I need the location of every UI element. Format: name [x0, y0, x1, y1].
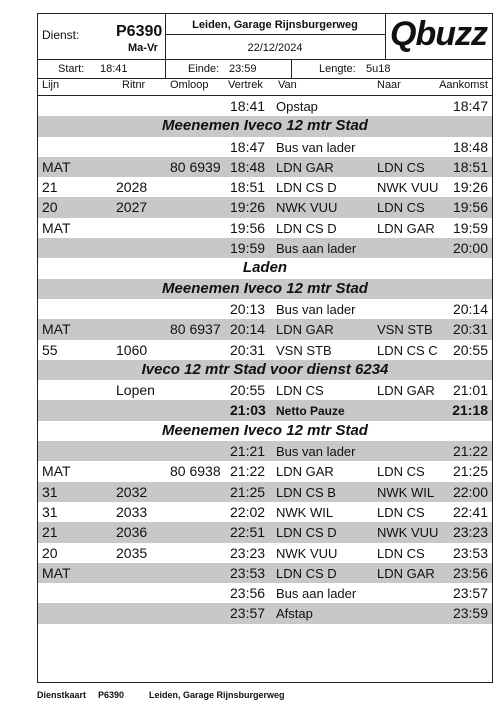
- cell-van: LDN CS D: [276, 525, 337, 541]
- cell-aankomst: 22:00: [452, 483, 488, 500]
- cell-naar: LDN CS: [377, 200, 425, 216]
- divider: [165, 59, 166, 78]
- cell-lijn: MAT: [42, 564, 71, 581]
- table-row: [38, 461, 492, 481]
- col-ritnr: Ritnr: [122, 79, 146, 91]
- date: 22/12/2024: [247, 42, 303, 54]
- divider: [165, 34, 385, 35]
- section-title: Laden: [242, 259, 288, 277]
- cell-omloop: 80 6938: [170, 463, 221, 480]
- cell-vertrek: 20:55: [230, 382, 266, 399]
- table-row: [38, 502, 492, 522]
- dienst-label: Dienst:: [42, 28, 80, 42]
- footer-dienst: P6390: [98, 690, 125, 700]
- cell-vertrek: 18:48: [230, 158, 266, 175]
- col-lijn: Lijn: [42, 79, 60, 91]
- cell-vertrek: 21:03: [230, 402, 266, 419]
- cell-aankomst: 19:56: [452, 199, 488, 216]
- cell-aankomst: 23:56: [452, 564, 488, 581]
- col-naar: Naar: [377, 79, 401, 91]
- table-row: [38, 238, 492, 258]
- cell-van: NWK WIL: [276, 504, 334, 520]
- cell-van: LDN CS B: [276, 484, 336, 500]
- cell-naar: LDN CS: [377, 504, 425, 520]
- cell-naar: LDN CS: [377, 464, 425, 480]
- cell-vertrek: 21:21: [230, 443, 266, 460]
- cell-vertrek: 21:22: [230, 463, 266, 480]
- divider: [291, 59, 292, 78]
- cell-vertrek: 19:59: [230, 240, 266, 257]
- cell-van: NWK VUU: [276, 200, 338, 216]
- cell-lijn: 21: [42, 179, 58, 196]
- cell-lijn: 20: [42, 544, 58, 561]
- cell-aankomst: 21:18: [452, 402, 488, 419]
- cell-vertrek: 19:26: [230, 199, 266, 216]
- lengte-label: Lengte:: [319, 63, 356, 75]
- cell-aankomst: 21:01: [452, 382, 488, 399]
- cell-van: NWK VUU: [276, 545, 338, 561]
- footer-label: Dienstkaart: [37, 690, 87, 700]
- cell-aankomst: 18:51: [452, 158, 488, 175]
- header-times: [38, 59, 492, 79]
- cell-van: Bus aan lader: [276, 586, 357, 602]
- cell-ritnr: 1060: [116, 341, 148, 358]
- cell-aankomst: 19:59: [452, 219, 488, 236]
- cell-aankomst: 20:55: [452, 341, 488, 358]
- cell-van: LDN GAR: [276, 159, 334, 175]
- cell-lijn: MAT: [42, 321, 71, 338]
- table-row: [38, 543, 492, 563]
- table-row: [38, 319, 492, 339]
- table-row: [38, 96, 492, 116]
- cell-van: Opstap: [276, 99, 318, 114]
- cell-vertrek: 23:23: [230, 544, 266, 561]
- cell-vertrek: 22:02: [230, 503, 266, 520]
- cell-van: LDN CS D: [276, 565, 337, 581]
- cell-vertrek: 18:47: [230, 138, 266, 155]
- section-title: Iveco 12 mtr Stad voor dienst 6234: [141, 360, 389, 378]
- cell-van: LDN CS D: [276, 220, 337, 236]
- trip-table: [38, 96, 492, 624]
- col-omloop: Omloop: [170, 79, 209, 91]
- cell-vertrek: 20:13: [230, 300, 266, 317]
- cell-van: LDN GAR: [276, 322, 334, 338]
- cell-van: Bus van lader: [276, 301, 356, 317]
- cell-aankomst: 18:47: [452, 98, 488, 114]
- cell-lijn: 31: [42, 503, 58, 520]
- duty-card: [37, 13, 493, 683]
- section-heading-row: [38, 116, 492, 136]
- cell-omloop: 80 6937: [170, 321, 221, 338]
- col-aankomst: Aankomst: [439, 79, 488, 91]
- cell-naar: VSN STB: [377, 322, 433, 338]
- garage-name: Leiden, Garage Rijnsburgerweg: [192, 19, 358, 31]
- cell-vertrek: 21:25: [230, 483, 266, 500]
- cell-naar: LDN GAR: [377, 220, 435, 236]
- cell-ritnr: 2036: [116, 524, 148, 541]
- cell-ritnr: 2027: [116, 199, 148, 216]
- qbuzz-logo: Qbuzz: [390, 15, 487, 53]
- start-label: Start:: [58, 63, 85, 75]
- pause-row: [38, 400, 492, 420]
- cell-aankomst: 20:00: [452, 240, 488, 257]
- table-row: [38, 177, 492, 197]
- einde-time: 23:59: [229, 63, 257, 75]
- cell-naar: LDN CS: [377, 545, 425, 561]
- cell-lijn: MAT: [42, 463, 71, 480]
- cell-vertrek: 18:51: [230, 179, 266, 196]
- table-row: [38, 583, 492, 603]
- cell-aankomst: 19:26: [452, 179, 488, 196]
- cell-ritnr: 2035: [116, 544, 148, 561]
- cell-lijn: 21: [42, 524, 58, 541]
- cell-naar: NWK WIL: [377, 484, 435, 500]
- dienst-number: P6390: [116, 23, 163, 40]
- cell-aankomst: 23:53: [452, 544, 488, 561]
- cell-vertrek: 23:56: [230, 585, 266, 602]
- table-row: [38, 482, 492, 502]
- section-heading-row: [38, 421, 492, 441]
- start-time: 18:41: [100, 63, 128, 75]
- section-title: Meenemen Iveco 12 mtr Stad: [162, 421, 368, 439]
- cell-van: Netto Pauze: [276, 404, 345, 419]
- cell-aankomst: 23:57: [452, 585, 488, 602]
- table-row: [38, 299, 492, 319]
- lengte-value: 5u18: [366, 63, 391, 75]
- cell-vertrek: 23:53: [230, 564, 266, 581]
- table-row: [38, 563, 492, 583]
- cell-naar: LDN GAR: [377, 383, 435, 399]
- cell-naar: LDN CS: [377, 159, 425, 175]
- cell-vertrek: 20:14: [230, 321, 266, 338]
- cell-ritnr: Lopen: [116, 382, 155, 399]
- cell-naar: LDN GAR: [377, 565, 435, 581]
- section-heading-row: [38, 360, 492, 380]
- cell-aankomst: 20:14: [452, 300, 488, 317]
- cell-van: LDN GAR: [276, 464, 334, 480]
- cell-van: LDN CS: [276, 383, 324, 399]
- cell-ritnr: 2028: [116, 179, 148, 196]
- cell-aankomst: 21:25: [452, 463, 488, 480]
- header-top: [38, 14, 492, 60]
- table-row: [38, 157, 492, 177]
- cell-van: Bus van lader: [276, 444, 356, 460]
- cell-omloop: 80 6939: [170, 158, 221, 175]
- table-row: [38, 522, 492, 542]
- cell-ritnr: 2033: [116, 503, 148, 520]
- cell-lijn: 31: [42, 483, 58, 500]
- section-title: Meenemen Iveco 12 mtr Stad: [162, 117, 368, 135]
- footer-garage: Leiden, Garage Rijnsburgerweg: [149, 690, 285, 700]
- service-days: Ma-Vr: [128, 42, 158, 54]
- column-headers: [38, 78, 492, 96]
- table-row: [38, 197, 492, 217]
- cell-vertrek: 23:57: [230, 605, 266, 622]
- cell-vertrek: 22:51: [230, 524, 266, 541]
- cell-lijn: MAT: [42, 158, 71, 175]
- section-title: Meenemen Iveco 12 mtr Stad: [162, 279, 368, 297]
- cell-aankomst: 22:41: [452, 503, 488, 520]
- table-row: [38, 137, 492, 157]
- cell-van: Afstap: [276, 606, 313, 622]
- cell-aankomst: 21:22: [452, 443, 488, 460]
- cell-lijn: MAT: [42, 219, 71, 236]
- cell-naar: NWK VUU: [377, 525, 439, 541]
- cell-van: Bus van lader: [276, 139, 356, 155]
- cell-van: LDN CS D: [276, 180, 337, 196]
- cell-aankomst: 20:31: [452, 321, 488, 338]
- cell-lijn: 55: [42, 341, 58, 358]
- cell-aankomst: 18:48: [452, 138, 488, 155]
- table-row: [38, 603, 492, 623]
- section-heading-row: [38, 258, 492, 278]
- table-row: [38, 441, 492, 461]
- cell-vertrek: 20:31: [230, 341, 266, 358]
- col-vertrek: Vertrek: [228, 79, 263, 91]
- divider: [385, 14, 386, 59]
- cell-aankomst: 23:23: [452, 524, 488, 541]
- cell-ritnr: 2032: [116, 483, 148, 500]
- cell-vertrek: 19:56: [230, 219, 266, 236]
- table-row: [38, 380, 492, 400]
- col-van: Van: [278, 79, 297, 91]
- cell-van: VSN STB: [276, 342, 332, 358]
- table-row: [38, 340, 492, 360]
- section-heading-row: [38, 279, 492, 299]
- cell-aankomst: 23:59: [452, 605, 488, 622]
- table-row: [38, 218, 492, 238]
- cell-van: Bus aan lader: [276, 241, 357, 257]
- einde-label: Einde:: [188, 63, 220, 75]
- cell-naar: NWK VUU: [377, 180, 439, 196]
- cell-naar: LDN CS C: [377, 342, 438, 358]
- cell-lijn: 20: [42, 199, 58, 216]
- cell-vertrek: 18:41: [230, 98, 266, 114]
